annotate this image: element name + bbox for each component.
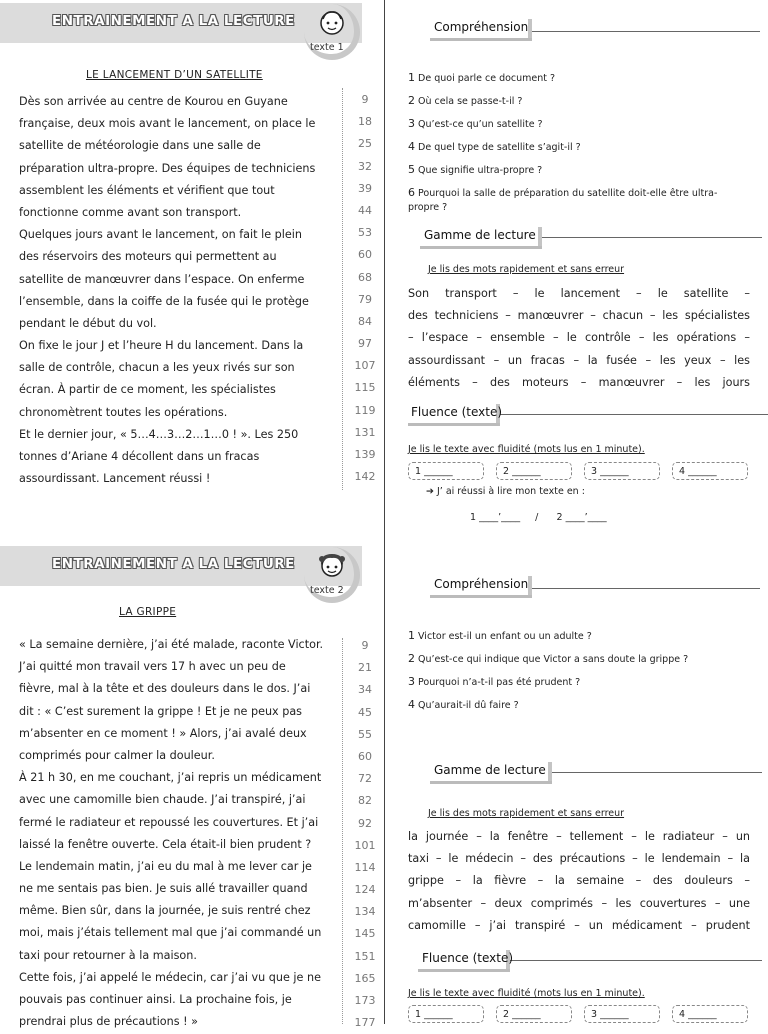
word-line: éléments – des moteurs – manœuvrer – les jours: [408, 375, 750, 389]
text-line: salle de contrôle, chacun a les yeux rivés sur son: [19, 361, 295, 375]
question-number: 2: [408, 94, 415, 107]
word-count: 119: [354, 403, 376, 417]
fluence-heading: Fluence (texte): [422, 951, 514, 965]
text-line: préparation ultra-propre. Des équipes de techniciens: [19, 161, 316, 175]
text-line: fonctionne comme avant son transport.: [19, 205, 242, 219]
question-item: [408, 698, 519, 711]
fluence-box-4[interactable]: 4 ______: [672, 1005, 748, 1023]
text-line: taxi pour retourner à la maison.: [19, 948, 197, 962]
word-count: 107: [354, 359, 376, 373]
section-underline: [408, 423, 500, 426]
section-rule: [552, 772, 762, 773]
question-text: Qu’est-ce qui indique que Victor a sans doute la grippe ?: [415, 654, 689, 665]
section-rule: [542, 237, 762, 238]
word-list: [408, 283, 750, 394]
fluence-box-2[interactable]: 2 ______: [496, 462, 572, 480]
word-count: 39: [358, 181, 372, 195]
word-list: [408, 826, 750, 937]
text-line: satellite de météorologie dans une salle de: [19, 139, 261, 153]
word-count: 34: [358, 683, 372, 697]
fluence-box-1[interactable]: 1 ______: [408, 1005, 484, 1023]
word-count: 44: [358, 203, 372, 217]
dotted-separator: [342, 88, 343, 490]
word-line: grippe – la fièvre – la semaine – des douleurs –: [408, 874, 750, 888]
text-title: LE LANCEMENT D’UN SATELLITE: [86, 69, 263, 81]
text-line: Quelques jours avant le lancement, on fait le plein: [19, 228, 302, 242]
fluence-box-2[interactable]: 2 ______: [496, 1005, 572, 1023]
word-count: 68: [358, 270, 372, 284]
word-count: 173: [354, 994, 376, 1007]
question-item: [408, 140, 581, 153]
question-continuation: propre ?: [408, 202, 448, 213]
gamme-instruction: Je lis des mots rapidement et sans erreur: [428, 808, 625, 819]
word-count: 18: [358, 115, 372, 129]
word-counts: [350, 635, 380, 1034]
question-text: Que signifie ultra-propre ?: [415, 165, 543, 176]
question-item: [408, 652, 688, 665]
question-item: [408, 675, 580, 688]
reussi-label: ➔ J’ ai réussi à lire mon texte en :: [426, 486, 585, 497]
word-count: 45: [358, 705, 372, 719]
question-text: Pourquoi la salle de préparation du satellite doit-elle être ultra-: [415, 188, 718, 199]
word-count: 124: [354, 883, 376, 897]
fluence-box-3[interactable]: 3 ______: [584, 462, 660, 480]
text-line: moi, mais j’étais tellement mal que j’ai commandé un: [19, 926, 322, 940]
text-line: assemblent les éléments et vérifient que tout: [19, 183, 275, 197]
word-counts: [350, 89, 380, 488]
question-item: [408, 94, 522, 107]
word-count: 115: [354, 381, 376, 395]
text-line: À 21 h 30, en me couchant, j’ai repris un médicament: [19, 771, 322, 785]
reussi-score[interactable]: 1 ____’____ / 2 ____’____: [470, 512, 607, 523]
column-divider: [384, 0, 385, 1024]
boy-face-icon: [318, 8, 346, 36]
word-count: 21: [358, 661, 372, 675]
text-line: satellite de manœuvrer dans l’espace. On enferme: [19, 272, 305, 286]
section-rule: [532, 588, 760, 589]
dotted-separator: [342, 638, 343, 1024]
word-count: 165: [354, 971, 376, 985]
text-line: Et le dernier jour, « 5…4…3…2…1…0 ! ». Les 250: [19, 427, 299, 441]
question-number: 3: [408, 117, 415, 130]
word-count: 32: [358, 159, 372, 173]
text-line: pouvais pas continuer ainsi. La prochaine fois, je: [19, 993, 292, 1006]
text-badge: [296, 4, 366, 66]
word-count: 114: [354, 860, 376, 874]
word-line: assourdissant – un fracas – la fusée – les yeux – les: [408, 353, 750, 367]
reading-text: [19, 91, 315, 490]
word-line: – l’espace – ensemble – le contrôle – les opérations –: [408, 331, 750, 345]
section-underline: [430, 595, 532, 598]
word-count: 79: [358, 292, 372, 306]
word-line: Son transport – le lancement – le satellite –: [408, 287, 750, 300]
gamme-heading: Gamme de lecture: [434, 763, 546, 777]
question-text: Pourquoi n’a-t-il pas été prudent ?: [415, 677, 581, 688]
fluence-box-3[interactable]: 3 ______: [584, 1005, 660, 1023]
question-text: Victor est-il un enfant ou un adulte ?: [415, 631, 592, 642]
word-count: 60: [358, 749, 372, 763]
text-line: Cette fois, j’ai appelé le médecin, car j’ai vu que je ne: [19, 970, 321, 984]
section-rule: [532, 31, 760, 32]
text-line: fièvre, mal à la tête et des douleurs dans le dos. J’ai: [19, 682, 311, 696]
word-count: 177: [354, 1016, 376, 1030]
text-line: l’ensemble, dans la coiffe de la fusée qui le protège: [19, 294, 309, 308]
word-count: 60: [358, 248, 372, 262]
question-number: 1: [408, 71, 415, 84]
fluence-box-4[interactable]: 4 ______: [672, 462, 748, 480]
fluence-instruction: Je lis le texte avec fluidité (mots lus en 1 minute).: [408, 444, 645, 455]
text-line: assourdissant. Lancement réussi !: [19, 472, 211, 486]
text-line: « La semaine dernière, j’ai été malade, raconte Victor.: [19, 638, 324, 651]
text-line: fermé le radiateur et repoussé les couvertures. Et j’ai: [19, 815, 319, 829]
question-item: [408, 629, 592, 642]
reading-text: [19, 634, 323, 1033]
gamme-instruction: Je lis des mots rapidement et sans erreur: [428, 264, 625, 275]
word-count: 145: [354, 927, 376, 941]
text-line: comprimés pour calmer la douleur.: [19, 748, 215, 762]
text-line: prendrai plus de précautions ! »: [19, 1015, 199, 1029]
text-line: m’absenter en ce moment ! » Alors, j’ai avalé deux: [19, 726, 307, 740]
text-line: écran. À partir de ce moment, les spécialistes: [19, 383, 276, 397]
word-count: 97: [358, 337, 372, 351]
word-count: 72: [358, 772, 372, 786]
text-line: chronomètrent toutes les opérations.: [19, 405, 228, 419]
question-item: [408, 71, 555, 84]
word-count: 9: [361, 93, 369, 106]
word-count: 92: [358, 816, 372, 830]
text-badge-label: texte 2: [310, 585, 344, 596]
word-count: 142: [354, 470, 376, 484]
fluence-box-1[interactable]: 1 ______: [408, 462, 484, 480]
word-count: 134: [354, 905, 376, 919]
question-number: 5: [408, 163, 415, 176]
girl-face-icon: [318, 551, 346, 579]
gamme-heading: Gamme de lecture: [424, 228, 536, 242]
question-number: 2: [408, 652, 415, 665]
text-line: française, deux mois avant le lancement, on place le: [19, 117, 316, 131]
question-number: 1: [408, 629, 415, 642]
word-count: 53: [358, 226, 372, 240]
question-number: 4: [408, 698, 415, 711]
text-line: des réservoirs des moteurs qui permettent au: [19, 250, 277, 264]
word-count: 101: [354, 838, 376, 852]
text-badge: [296, 547, 366, 609]
word-line: des techniciens – manœuvrer – chacun – les spécialistes: [408, 309, 750, 323]
text-title: LA GRIPPE: [119, 606, 177, 618]
text-line: dit : « C’est surement la grippe ! Et je ne peux pas: [19, 704, 303, 718]
word-line: taxi – le médecin – des précautions – le lendemain – la: [408, 852, 750, 866]
text-line: J’ai quitté mon travail vers 17 h avec un peu de: [19, 660, 286, 674]
text-line: avec une camomille bien chaude. J’ai transpiré, j’ai: [19, 793, 306, 807]
word-line: camomille – j’ai transpiré – un médicament – prudent: [408, 918, 750, 932]
question-item: [408, 163, 542, 176]
text-line: même. Bien sûr, dans la journée, je suis rentré chez: [19, 904, 311, 918]
word-line: m’absenter – deux comprimés – les couvertures – une: [408, 896, 750, 910]
section-underline: [420, 246, 542, 249]
text-line: On fixe le jour J et l’heure H du lancement. Dans la: [19, 339, 304, 353]
word-count: 139: [354, 448, 376, 461]
question-text: Qu’aurait-il dû faire ?: [415, 700, 519, 711]
section-rule: [510, 960, 762, 961]
text-line: ne me sentais pas bien. Je suis allé travailler quand: [19, 882, 308, 896]
word-count: 25: [358, 137, 372, 151]
text-line: laissé la fenêtre ouverte. Cela était-il bien prudent ?: [19, 837, 312, 851]
question-number: 6: [408, 186, 415, 199]
text-line: Dès son arrivée au centre de Kourou en Guyane: [19, 95, 288, 108]
section-rule: [500, 414, 768, 415]
word-count: 131: [354, 425, 376, 439]
fluence-instruction: Je lis le texte avec fluidité (mots lus en 1 minute).: [408, 988, 645, 999]
question-item: [408, 186, 717, 199]
text-line: Le lendemain matin, j’ai eu du mal à me lever car je: [19, 859, 312, 873]
question-item: [408, 117, 543, 130]
word-count: 84: [358, 314, 372, 328]
question-text: De quoi parle ce document ?: [415, 73, 556, 84]
section-underline: [430, 38, 532, 41]
word-line: la journée – la fenêtre – tellement – le radiateur – un: [408, 830, 750, 843]
question-number: 4: [408, 140, 415, 153]
word-count: 82: [358, 794, 372, 808]
section-underline: [418, 969, 510, 972]
question-text: Qu’est-ce qu’un satellite ?: [415, 119, 543, 130]
page-header: ENTRAINEMENT A LA LECTURE: [52, 13, 295, 29]
word-count: 55: [358, 727, 372, 741]
question-number: 3: [408, 675, 415, 688]
question-text: De quel type de satellite s’agit-il ?: [415, 142, 581, 153]
word-count: 151: [354, 949, 376, 963]
text-badge-label: texte 1: [310, 42, 344, 53]
text-line: pendant le début du vol.: [19, 316, 157, 330]
comprehension-heading: Compréhension: [434, 20, 529, 34]
section-underline: [430, 781, 552, 784]
comprehension-heading: Compréhension: [434, 577, 529, 591]
fluence-heading: Fluence (texte): [411, 405, 503, 419]
word-count: 9: [361, 639, 369, 652]
question-text: Où cela se passe-t-il ?: [415, 96, 523, 107]
text-line: tonnes d’Ariane 4 décollent dans un fracas: [19, 450, 260, 463]
page-header: ENTRAINEMENT A LA LECTURE: [52, 556, 295, 572]
